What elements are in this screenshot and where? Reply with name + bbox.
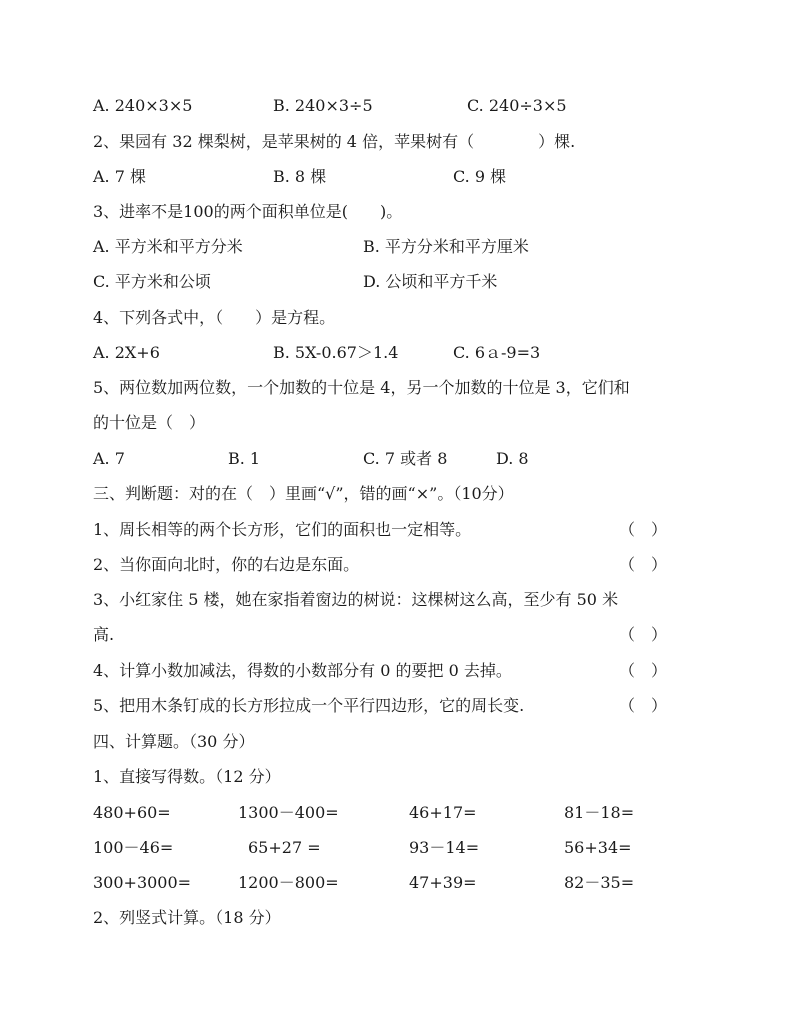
judge-item-1-text: 1、周长相等的两个长方形，它们的面积也一定相等。 [93, 520, 472, 539]
judge-item-4 [93, 661, 668, 681]
judge-item-1-paren[interactable]: （ ） [619, 520, 668, 539]
q2-option-a: A. 7 棵 [93, 167, 146, 186]
q3-option-c: C. 平方米和公顷 [93, 272, 211, 291]
calc-cell: 1300－400= [238, 803, 339, 822]
section3-title: 三、判断题：对的在（ ）里画“√”，错的画“×”。（10分） [93, 484, 514, 503]
judge-item-3-line2 [93, 625, 668, 645]
q4-stem: 4、下列各式中，（ ）是方程。 [93, 308, 336, 327]
q1-option-a: A. 240×3×5 [93, 96, 193, 115]
judge-item-2 [93, 555, 668, 575]
section4-sub1: 1、直接写得数。（12 分） [93, 767, 281, 786]
q2-stem: 2、果园有 32 棵梨树，是苹果树的 4 倍，苹果树有（ ）棵. [93, 132, 576, 151]
calc-cell: 82－35= [564, 873, 635, 892]
calc-cell: 81－18= [564, 803, 635, 822]
judge-item-4-paren[interactable]: （ ） [619, 661, 668, 680]
calc-cell: 1200－800= [238, 873, 339, 892]
q5-option-d: D. 8 [496, 449, 529, 468]
q3-option-b: B. 平方分米和平方厘米 [363, 237, 529, 256]
q3-option-d: D. 公顷和平方千米 [363, 272, 498, 291]
section4-title: 四、计算题。（30 分） [93, 732, 255, 751]
q1-option-c: C. 240÷3×5 [467, 96, 567, 115]
judge-item-3-paren[interactable]: （ ） [619, 625, 668, 644]
judge-item-3-text: 高. [93, 625, 115, 644]
q5-option-b: B. 1 [228, 449, 261, 468]
calc-cell: 93－14= [409, 838, 480, 857]
judge-item-2-text: 2、当你面向北时，你的右边是东面。 [93, 555, 360, 574]
calc-cell: 480+60= [93, 803, 171, 822]
calc-cell: 46+17= [409, 803, 477, 822]
calc-cell: 100－46= [93, 838, 174, 857]
judge-item-4-text: 4、计算小数加减法，得数的小数部分有 0 的要把 0 去掉。 [93, 661, 512, 680]
q4-option-b: B. 5X-0.67＞1.4 [273, 343, 399, 362]
q3-option-a: A. 平方米和平方分米 [93, 237, 243, 256]
calc-cell: 47+39= [409, 873, 477, 892]
q5-stem-line2: 的十位是（ ） [93, 413, 206, 432]
q2-option-c: C. 9 棵 [453, 167, 507, 186]
judge-item-5 [93, 696, 668, 716]
judge-item-5-paren[interactable]: （ ） [619, 696, 668, 715]
q5-option-a: A. 7 [93, 449, 125, 468]
judge-item-1 [93, 520, 668, 540]
q5-option-c: C. 7 或者 8 [363, 449, 448, 468]
q3-stem: 3、进率不是100的两个面积单位是( )。 [93, 202, 403, 221]
judge-item-3-line1: 3、小红家住 5 楼，她在家指着窗边的树说：这棵树这么高，至少有 50 米 [93, 590, 619, 609]
calc-cell: 56+34= [564, 838, 632, 857]
q4-option-a: A. 2X+6 [93, 343, 160, 362]
q4-option-c: C. 6ａ-9=3 [453, 343, 541, 362]
section4-sub2: 2、列竖式计算。（18 分） [93, 908, 281, 927]
q1-option-b: B. 240×3÷5 [273, 96, 373, 115]
calc-cell: 65+27 = [248, 838, 321, 857]
q2-option-b: B. 8 棵 [273, 167, 327, 186]
calc-cell: 300+3000= [93, 873, 192, 892]
judge-item-5-text: 5、把用木条钉成的长方形拉成一个平行四边形，它的周长变. [93, 696, 525, 715]
judge-item-2-paren[interactable]: （ ） [619, 555, 668, 574]
q5-stem-line1: 5、两位数加两位数，一个加数的十位是 4，另一个加数的十位是 3，它们和 [93, 378, 630, 397]
